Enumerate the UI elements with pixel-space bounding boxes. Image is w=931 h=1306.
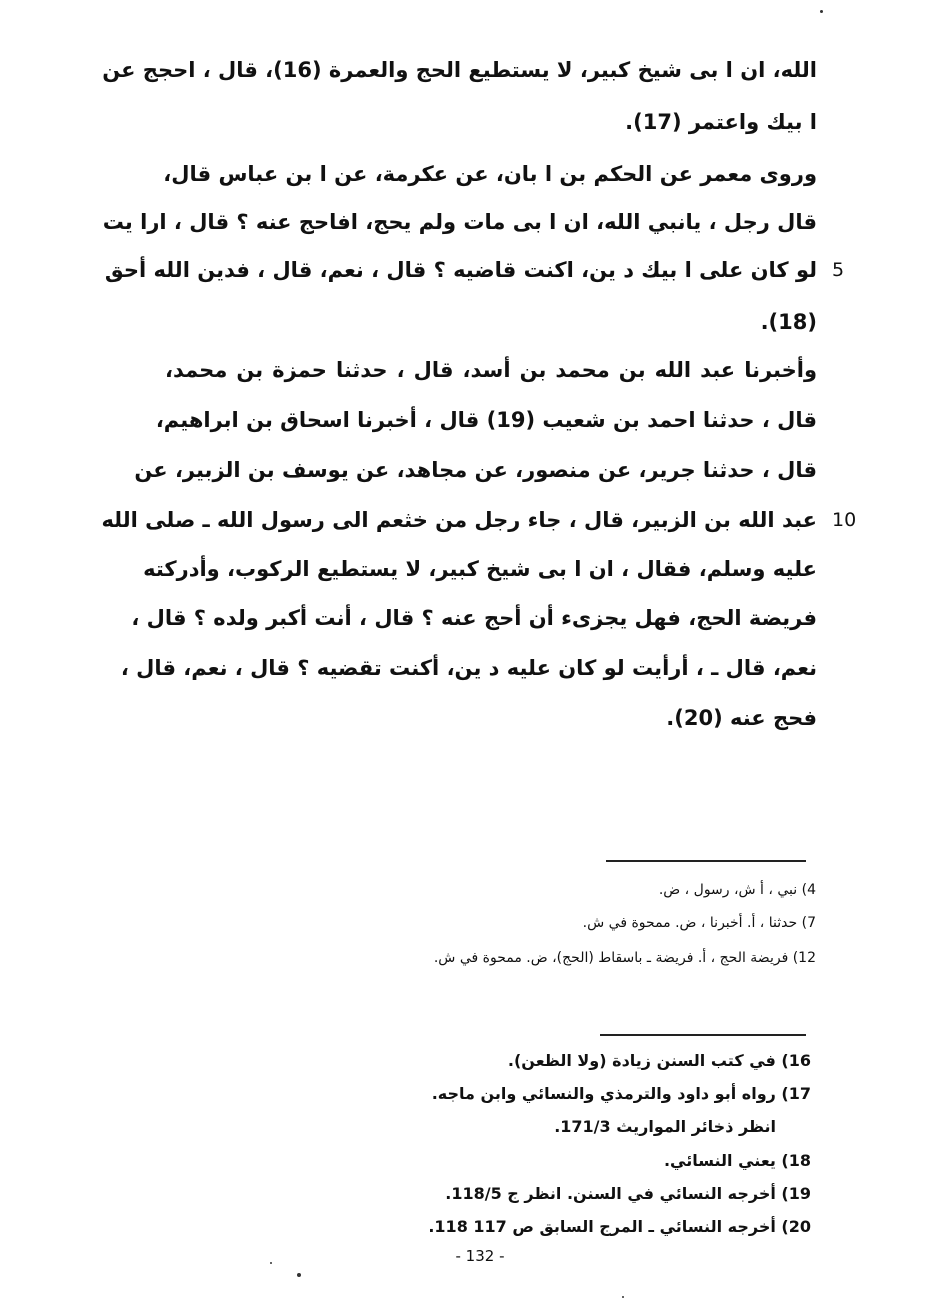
body-line-5: لو كان على ا بيك د ين، اكنت قاضيه ؟ قال ، نعم، قال ، فدين الله أحق (104, 258, 817, 282)
body-line-10: عبد الله بن الزبير، قال ، جاء رجل من خثعم الى رسول الله ـ صلى الله (101, 508, 817, 532)
body-line-13: نعم، قال ـ ، أرأيت لو كان عليه د ين، أكنت تقضيه ؟ قال ، نعم، قال ، (120, 656, 817, 680)
apparatus-note-7: 7) حدثنا ، أ. أخبرنا ، ض. ممحوة في ش. (582, 915, 816, 931)
body-line-1: الله، ان ا بى شيخ كبير، لا يستطيع الحج والعمرة (16)، قال ، احجج عن (102, 58, 817, 82)
page-number: - 132 - (455, 1247, 505, 1265)
scan-speck (297, 1273, 301, 1277)
body-line-4: قال رجل ، يانبي الله، ان ا بى مات ولم يحج، افاحج عنه ؟ قال ، ارا يت (102, 210, 817, 234)
apparatus-note-12: 12) فريضة الحج ، أ. فريضة ـ باسقاط (الحج)، ض. ممحوة في ش. (433, 950, 816, 966)
footnote-18: 18) يعني النسائي. (663, 1151, 811, 1170)
scan-speck (622, 1296, 624, 1298)
body-line-12: فريضة الحج، فهل يجزىء أن أحج عنه ؟ قال ، أنت أكبر ولده ؟ قال ، (131, 606, 817, 630)
apparatus-note-4: 4) نبي ، أ ش، رسول ، ض. (658, 882, 816, 898)
scan-speck (820, 10, 823, 13)
body-line-14: فحج عنه (20). (666, 706, 817, 730)
footnote-rule (600, 1034, 806, 1036)
line-number-5: 5 (832, 259, 845, 281)
body-line-11: عليه وسلم، فقال ، ان ا بى شيخ كبير، لا يستطيع الركوب، وأدركته (143, 557, 817, 581)
body-line-8: قال ، حدثنا احمد بن شعيب (19) قال ، أخبرنا اسحاق بن ابراهيم، (155, 408, 817, 432)
scan-speck (270, 1262, 272, 1264)
body-line-6: (18). (760, 310, 817, 334)
footnote-16: 16) في كتب السنن زيادة (ولا الظعن). (507, 1051, 811, 1070)
footnote-17-continued: انظر ذخائر المواريث 171/3. (554, 1117, 776, 1136)
apparatus-rule (606, 860, 806, 862)
footnote-20: 20) أخرجه النسائي ـ المرج السابق ص 117 118. (428, 1217, 811, 1236)
line-number-10: 10 (832, 509, 857, 531)
body-line-7: وأخبرنا عبد الله بن محمد بن أسد، قال ، حدثنا حمزة بن محمد، (165, 358, 817, 382)
body-line-9: قال ، حدثنا جرير، عن منصور، عن مجاهد، عن يوسف بن الزبير، عن (134, 458, 817, 482)
footnote-17: 17) رواه أبو داود والترمذي والنسائي وابن ماجه. (431, 1084, 811, 1103)
body-line-2: ا بيك واعتمر (17). (625, 110, 817, 134)
footnote-19: 19) أخرجه النسائي في السنن. انظر ج 118/5. (445, 1184, 811, 1203)
body-line-3: وروى معمر عن الحكم بن ا بان، عن عكرمة، عن ا بن عباس قال، (163, 162, 817, 186)
